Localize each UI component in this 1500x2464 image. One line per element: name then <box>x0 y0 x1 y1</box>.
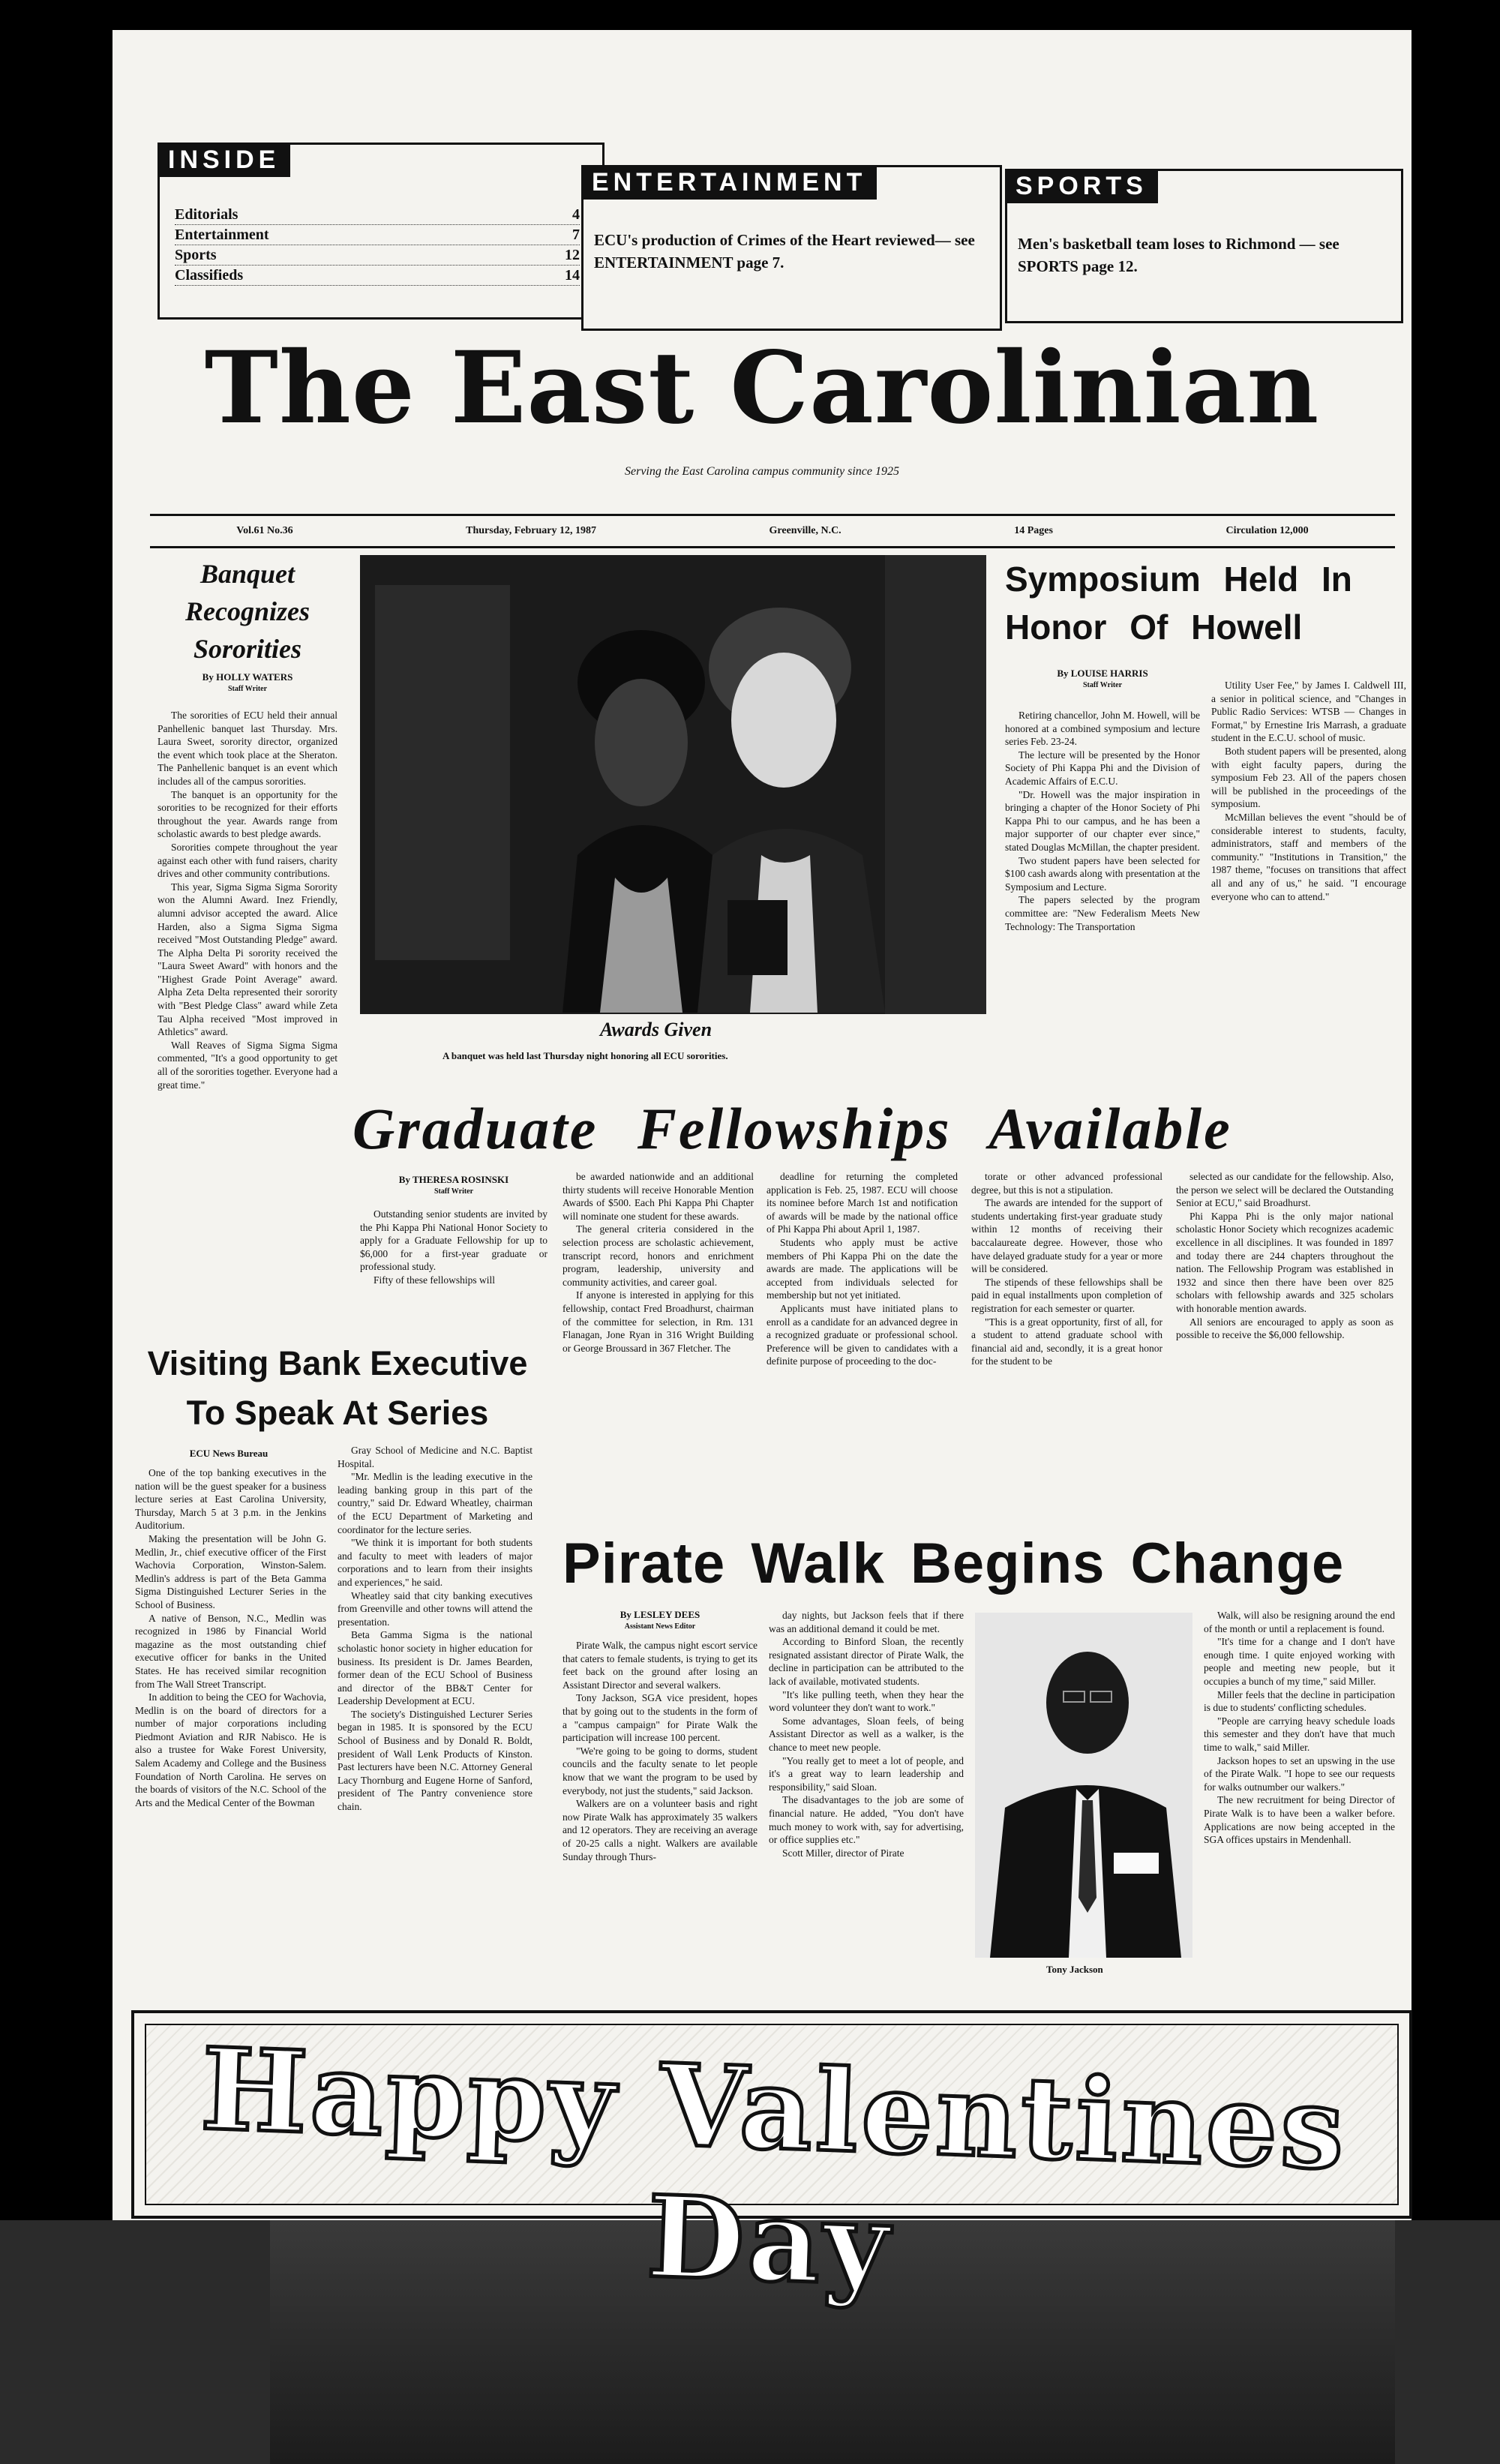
fellowships-headline[interactable]: Graduate Fellowships Available <box>352 1096 1232 1161</box>
inside-label: INSIDE <box>158 143 290 177</box>
fellowships-byline: By THERESA ROSINSKI Staff Writer <box>398 1174 509 1196</box>
dateline <box>150 514 1395 548</box>
awards-photo <box>360 555 986 1014</box>
fellowships-col-2: be awarded nationwide and an additional thirty students will receive Honorable Mention Awards of $500. Each Phi Kappa Phi Chapter will nominate one student for these awards. The general criteria considered in the selection process are scholastic achievement, transcript record, honors and enrichment program, leadership, university and community activities, and career goal. If anyone is interested in applying for this fellowship, contact Fred Broadhurst, chairman of the committee for selection, in Rm. 131 Flanagan, Jone Ryan in 316 Wright Building or George Broussard in 367 Fletcher. The <box>562 1171 754 1354</box>
symposium-headline[interactable]: Symposium Held In Honor Of Howell <box>1005 560 1352 647</box>
awards-photo-title: Awards Given <box>600 1019 712 1040</box>
tony-jackson-image <box>975 1613 1192 1958</box>
inside-list <box>175 205 580 286</box>
symposium-byline: By LOUISE HARRIS Staff Writer <box>1057 668 1148 689</box>
bank-col-1: One of the top banking executives in the nation will be the guest speaker for a business lecture series at East Carolina University, Thursday, March 5 at 3 p.m. in the Jenkins Auditorium. Making the presentation will be John G. Medlin, Jr., chief executive officer of the First Wachovia Corporation, Winston-Salem. Medlin's address is part of the Beta Gamma Sigma Distinguished Lecturer Series in the School of Business. A native of Benson, N.C., Medlin was recognized in 1986 by Financial World magazine as the most outstanding chief executive officer for banks in the United States. He has received similar recognition from The Wall Street Transcript. In addition to being the CEO for Wachovia, Medlin is on the board of directors for a number of major corporations including Piedmont Aviation and RJR Nabisco. He is also a trustee for Wake Forest University, Salem Academy and College and the Business Foundation of North Carolina. He serves on the boards of visitors of the N.C. School of the Arts and the Medical Center of the Bowman <box>135 1467 326 1808</box>
tony-jackson-caption: Tony Jackson <box>1046 1964 1103 1975</box>
volume: Vol.61 No.36 <box>236 525 293 536</box>
valentine-text: Happy Valentines Day <box>199 2023 1349 2312</box>
sports-box <box>1005 169 1403 323</box>
symposium-body-right: Utility User Fee," by James I. Caldwell III, a senior in political science, and "Changes in Public Radio Services: WTSB — Changes in Format," by Ernestine Iris Marrash, a graduate student in the E.C.U. school of music. Both student papers will be presented, along with eight faculty papers, during the symposium Feb 23. All of the papers chosen will be published in the proceedings of the symposium. McMillan believes the event "should be of considerable interest to students, faculty, administrators, staff and members of the community." "Institutions in Transition," the 1987 theme, "focuses on transitions that affect all and any of us," he said. "I encourage everyone who can to attend." <box>1211 680 1406 902</box>
masthead-title: The East Carolinian <box>204 330 1320 446</box>
bank-byline: ECU News Bureau <box>189 1448 268 1459</box>
fellowships-col-4: torate or other advanced professional degree, but this is not a stipulation. The awards are intended for the support of students undertaking first-year graduate study within 12 months of receiving their baccalaureate degree. However, those who have delayed graduate study for a year or more will be considered. The stipends of these fellowships shall be paid in equal installments upon completion of registration for each semester or quarter. "This is a great opportunity, first of all, for a student to attend graduate school with financial aid and, secondly, it is a great honor for the student to be <box>971 1171 1162 1367</box>
pirate-col-2: day nights, but Jackson feels that if there was an additional demand it could be met. According to Binford Sloan, the recently resignated assistant director of Pirate Walk, the decline in participation can be attributed to the lack of available, motivated students. "It's like pulling teeth, when they hear the word volunteer they don't want to work." Some advantages, Sloan feels, of being Assistant Director as well as a walker, is the chance to meet new people. "You really get to meet a lot of people, and it's a great way to learn leadership and responsibility," said Sloan. The disadvantages to the job are some of financial nature. He added, "You don't have much money to work with, say for advertising, or office supplies etc." Scott Miller, director of Pirate <box>769 1610 964 1859</box>
inside-item[interactable]: Editorials 4 <box>175 205 580 225</box>
sororities-body: The sororities of ECU held their annual Panhellenic banquet last Thursday. Mrs. Laura Sweet, sorority director, organized the event which took place at the Sheraton. The Panhellenic banquet is an event which includes all of the campus sororities. The banquet is an opportunity for the sororities to be recognized for their efforts throughout the year. Awards range from scholastic awards to best pledge awards. Sororities compete throughout the year against each other with fund raisers, charity drives and other community contributions. This year, Sigma Sigma Sigma Sorority won the Alumni Award. Inez Friendly, alumni advisor accepted the award. Alice Harden, also a Sigma Sigma Sigma received "Most Outstanding Pledge" award. The Alpha Delta Pi sorority received the "Laura Sweet Award" with honors and the "Highest Grade Point Average" award. Alpha Zeta Delta represented their sorority with "Best Pledge Class" award while Zeta Tau Alpha received "Most improved in Athletics" award. Wall Reaves of Sigma Sigma Sigma commented, "It's a good opportunity to get all of the sororities together. Everyone had a great time." <box>158 710 338 1091</box>
bank-col-2: Gray School of Medicine and N.C. Baptist Hospital. "Mr. Medlin is the leading executive in the leading banking group in this part of the country," said Dr. Edward Wheatley, chairman of the ECU Department of Marketing and coordinator for the lecture series. "We think it is important for both students and faculty to meet with leaders of major corporations and to learn from their insights and experiences," he said. Wheatley said that city banking executives from Greenville and other towns will attend the presentation. Beta Gamma Sigma is the national scholastic honor society in higher education for business. Its president is Dr. James Bearden, former dean of the ECU School of Business and director of the BB&T Center for Leadership Development at ECU. The society's Distinguished Lecturer Series began in 1985. It is sponsored by the ECU School of Business and by Donald R. Boldt, president of Wall Lenk Products of Kinston. Past lecturers have been N.C. Attorney General Lacy Thornburg and Eugene Horne of Sanford, president of The Pantry convenience store chain. <box>338 1445 532 1813</box>
awards-photo-caption: A banquet was held last Thursday night honoring all ECU sororities. <box>442 1050 728 1061</box>
symposium-body-left: Retiring chancellor, John M. Howell, will be honored at a combined symposium and lecture series Feb. 23-24. The lecture will be presented by the Honor Society of Phi Kappa Phi and the Division of Academic Affairs of E.C.U. "Dr. Howell was the major inspiration in bringing a chapter of the Honor Society of Phi Kappa Phi to our campus, and he has been a major supporter of our chapter ever since," stated Douglas McMillan, the chapter president. Two student papers have been selected for $100 cash awards along with presentation at the Symposium and Lecture. The papers selected by the program committee are: "New Federalism Meets New Technology: The Transportation <box>1005 710 1200 932</box>
awards-photo-image <box>360 555 986 1014</box>
valentine-banner <box>131 2010 1412 2312</box>
sororities-headline[interactable]: Banquet Recognizes Sororities <box>185 559 310 664</box>
masthead-tagline: Serving the East Carolina campus community since 1925 <box>624 465 900 478</box>
circulation: Circulation 12,000 <box>1226 525 1309 536</box>
pirate-headline[interactable]: Pirate Walk Begins Change <box>562 1532 1345 1595</box>
inside-item[interactable]: Classifieds 14 <box>175 266 580 286</box>
newspaper-page <box>112 30 1412 2312</box>
inside-box <box>158 143 604 320</box>
bank-headline[interactable]: Visiting Bank Executive To Speak At Series <box>147 1344 528 1432</box>
inside-item[interactable]: Sports 12 <box>175 245 580 266</box>
inside-item[interactable]: Entertainment 7 <box>175 225 580 245</box>
pirate-col-3: Walk, will also be resigning around the end of the month or until a replacement is found. "It's time for a change and I don't have enough time. I quite enjoyed working with people and meeting new people, but it occupies a bunch of my time," said Miller. Miller feels that the decline in participation is due to students' conflicting schedules. "People are carrying heavy schedule loads this semester and they don't have that much time to walk," said Miller. Jackson hopes to set an upswing in the use of the Pirate Walk. "I hope to see our requests for walks outnumber our walkers." The new recruitment for being Director of Pirate Walk is to have been a walker before. Applications are now being accepted in the SGA offices upstairs in Mendenhall. <box>1204 1610 1395 1846</box>
sororities-byline: By HOLLY WATERS Staff Writer <box>202 671 293 693</box>
sports-label: SPORTS <box>1005 169 1158 203</box>
fellowships-col-5: selected as our candidate for the fellowship. Also, the person we select will be declared the Outstanding Senior at ECU," said Broadhurst. Phi Kappa Phi is the only major national scholastic Honor Society which recognizes academic excellence in all disciplines. It was founded in 1897 and today there are 244 chapters throughout the nation. The Fellowship Program was established in 1932 and since then there have been over 825 scholars with fellowship awards and 325 scholars with honorable mention awards. All seniors are encouraged to apply as soon as possible to receive the $6,000 fellowship. <box>1176 1171 1394 1341</box>
entertainment-label: ENTERTAINMENT <box>581 165 877 200</box>
pirate-col-1: Pirate Walk, the campus night escort service that caters to female students, is trying to get its feet back on the ground after losing an Assistant Director and several walkers. Tony Jackson, SGA vice president, hopes that by going out to the students in the form of a "campus campaign" for Pirate Walk the participation will increase 100 percent. "We're going to be going to dorms, student councils and the faculty senate to let people know that we want the program to be used by everybody, not just the students," said Jackson. Walkers are on a volunteer basis and right now Pirate Walk has approximately 35 walkers and 12 operators. They are receiving an average of 20-25 calls a night. Walkers are available Sunday through Thurs- <box>562 1640 758 1862</box>
place: Greenville, N.C. <box>769 525 842 536</box>
entertainment-box <box>581 165 1002 331</box>
entertainment-teaser[interactable]: ECU's production of Crimes of the Heart reviewed— see ENTERTAINMENT page 7. <box>594 231 975 272</box>
page-count: 14 Pages <box>1014 525 1053 536</box>
issue-date: Thursday, February 12, 1987 <box>466 525 596 536</box>
fellowships-col-3: deadline for returning the completed application is Feb. 25, 1987. ECU will choose its nominee before March 1st and notification of awards will be made by the national office of Phi Kappa Phi about April 1, 1987. Students who apply must be active members of Phi Kappa Phi on the date the awards are made. The applications will be accepted from individuals selected for membership but not yet initiated. Applicants must have initiated plans to enroll as a candidate for an advanced degree in a recognized graduate or professional school. Preference will be given to candidates with a definite purpose of proceeding to the doc- <box>766 1171 958 1367</box>
pirate-byline: By LESLEY DEES Assistant News Editor <box>620 1609 700 1631</box>
sports-teaser[interactable]: Men's basketball team loses to Richmond — see SPORTS page 12. <box>1018 235 1340 275</box>
fellowships-col-1: Outstanding senior students are invited by the Phi Kappa Phi National Honor Society to apply for a Graduate Fellowship for up to $6,000 for a first-year graduate or professional study. Fifty of these fellowships will <box>360 1208 548 1286</box>
tony-jackson-photo <box>975 1613 1192 1958</box>
